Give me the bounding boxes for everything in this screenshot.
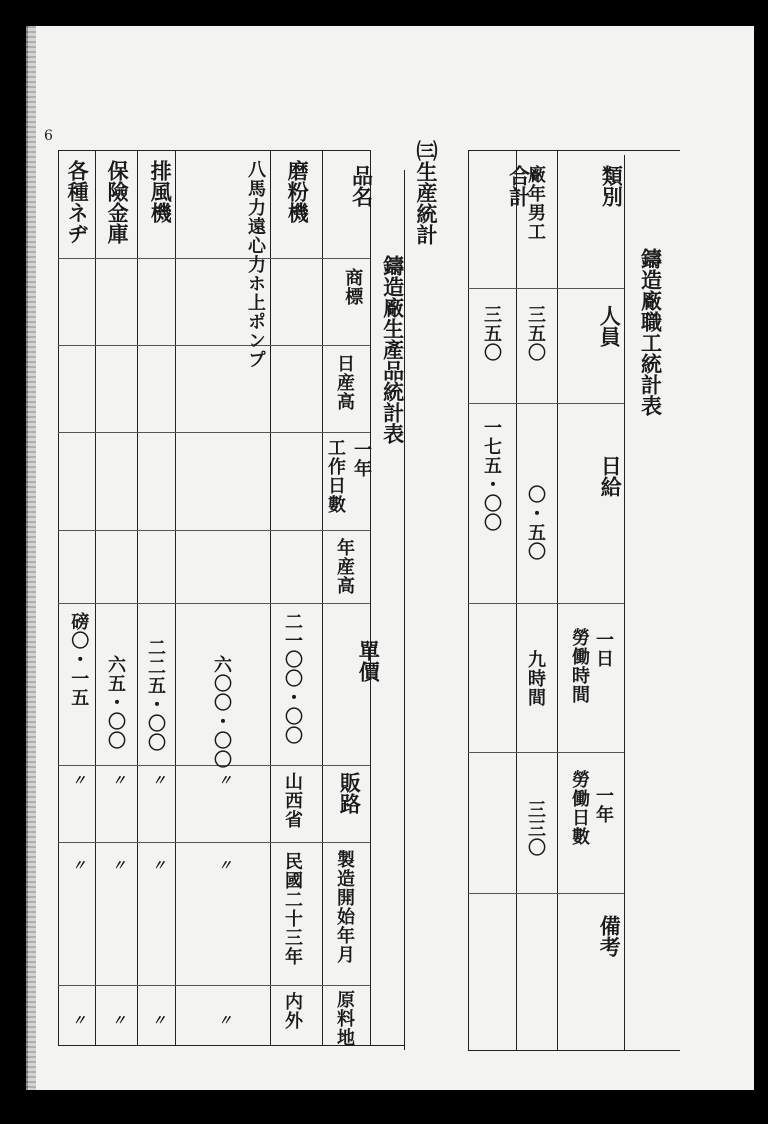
workers-table-title: 鑄造廠職工統計表 [638, 248, 664, 416]
product-sales: 〃 [112, 773, 126, 789]
row-male-workers-days: 三三〇 [525, 800, 546, 857]
product-price: 六〇〇・〇〇 [211, 655, 232, 769]
product-start: 民國二十三年 [282, 852, 303, 966]
header-materials: 原料地 [334, 990, 355, 1047]
header-unit-price: 單價 [356, 640, 382, 682]
product-name: 各種ネヂ [65, 160, 91, 244]
product-start: 〃 [112, 858, 126, 874]
header-daily-hours-top: 一日 [593, 630, 614, 668]
product-price: 二二五・〇〇 [145, 638, 166, 752]
product-price: 六五・〇〇 [105, 655, 126, 750]
row-total-count: 三五〇 [481, 305, 502, 362]
header-work-days-top: 一年 [351, 440, 372, 478]
header-count: 人員 [597, 305, 623, 347]
section-heading: ㈢生産統計 [414, 140, 439, 245]
header-remarks: 備考 [597, 915, 623, 957]
row-total-category: 合計 [506, 165, 532, 207]
row-male-workers-wage: 〇・五〇 [525, 485, 546, 561]
header-sales-route: 販路 [337, 772, 363, 814]
header-annual-days: 勞働日數 [569, 770, 590, 846]
header-work-days: 工作日數 [325, 438, 346, 514]
product-sales: 〃 [72, 773, 86, 789]
product-price: 磅〇・一五 [68, 612, 90, 707]
product-start: 〃 [218, 858, 232, 874]
header-annual-output: 年産高 [334, 538, 355, 595]
header-daily-wage: 日給 [598, 455, 624, 497]
product-sales: 〃 [152, 773, 166, 789]
product-material: 〃 [152, 1013, 166, 1029]
header-category: 類別 [599, 165, 625, 207]
product-material: 内外 [282, 992, 303, 1030]
header-daily-output: 日産高 [334, 354, 355, 411]
product-sales: 山西省 [282, 772, 303, 829]
page-binding-edge [26, 26, 36, 1090]
row-male-workers-category: 廠年男工 [525, 165, 546, 241]
header-annual-days-top: 一年 [593, 786, 614, 824]
page-mark: 6 [44, 128, 53, 144]
product-name: 八馬力遠心力ホ上ポンプ [245, 160, 266, 369]
product-name: 保險金庫 [105, 160, 131, 244]
product-start: 〃 [72, 858, 86, 874]
product-material: 〃 [72, 1013, 86, 1029]
product-name: 排風機 [148, 160, 174, 223]
row-male-workers-count: 三五〇 [525, 305, 546, 362]
product-name: 磨粉機 [285, 160, 311, 223]
product-sales: 〃 [218, 773, 232, 789]
header-daily-hours: 勞働時間 [569, 628, 590, 704]
product-price: 二一〇〇・〇〇 [282, 612, 303, 745]
header-start-date: 製造開始年月 [334, 850, 355, 964]
product-start: 〃 [152, 858, 166, 874]
header-brand: 商標 [342, 268, 364, 306]
row-male-workers-hours: 九時間 [525, 650, 546, 707]
header-name: 品名 [349, 165, 375, 207]
products-table-title: 鑄造廠生產品統計表 [380, 255, 406, 444]
product-material: 〃 [218, 1013, 232, 1029]
product-material: 〃 [112, 1013, 126, 1029]
row-total-wage: 一七五・〇〇 [481, 418, 502, 532]
